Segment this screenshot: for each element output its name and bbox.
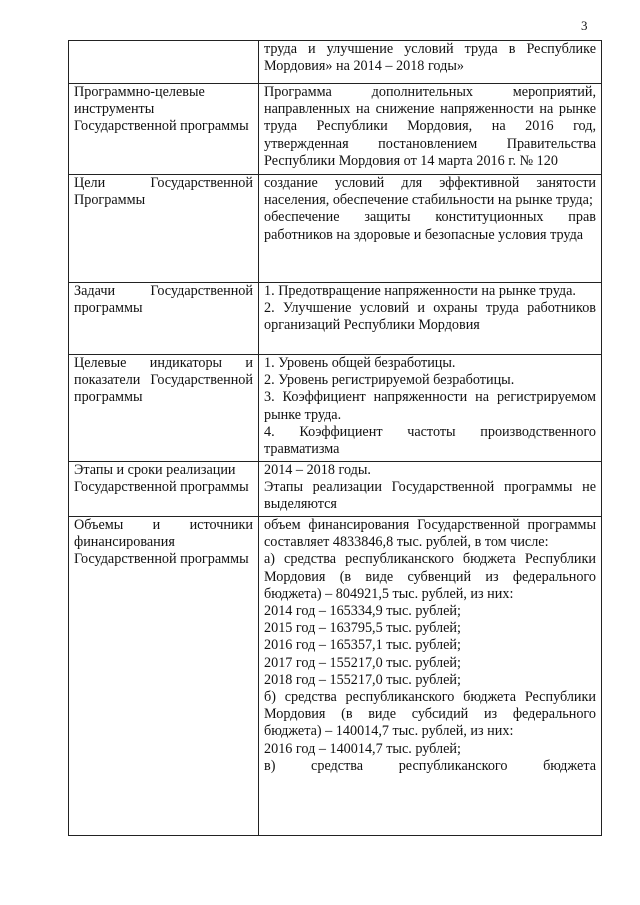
row-value-cell bbox=[259, 283, 602, 355]
cell-paragraph: 1. Уровень общей безработицы. bbox=[264, 355, 456, 371]
table-row bbox=[69, 355, 602, 462]
table-row bbox=[69, 283, 602, 355]
cell-paragraph: 2015 год – 163795,5 тыс. рублей; bbox=[264, 620, 461, 637]
cell-paragraph: 2. Улучшение условий и охраны труда работников организаций Республики Мордовия bbox=[264, 300, 596, 334]
row-value-cell bbox=[259, 355, 602, 462]
cell-paragraph: 4. Коэффициент частоты производственного травматизма bbox=[264, 423, 596, 458]
cell-paragraph: объем финансирования Государственной программы составляет 4833846,8 тыс. рублей, в том числе: bbox=[264, 517, 596, 551]
cell-paragraph: 2016 год – 165357,1 тыс. рублей; bbox=[264, 637, 461, 654]
row-label-cell bbox=[69, 462, 259, 517]
cell-paragraph: а) средства республиканского бюджета Республики Мордовия (в виде субвенций из федерального бюджета) – 804921,5 тыс. рублей, из них: bbox=[264, 551, 596, 602]
cell-paragraph: 2014 – 2018 годы. bbox=[264, 462, 371, 478]
row-value-cell bbox=[259, 84, 602, 175]
cell-paragraph: 2018 год – 155217,0 тыс. рублей; bbox=[264, 671, 461, 688]
table-row bbox=[69, 517, 602, 836]
row-value-cell bbox=[259, 175, 602, 283]
program-passport-table bbox=[68, 40, 602, 836]
cell-paragraph: создание условий для эффективной занятости населения, обеспечение стабильности на рынке труда; bbox=[264, 175, 596, 209]
cell-paragraph: Этапы реализации Государственной программы не выделяются bbox=[264, 479, 596, 513]
table-row bbox=[69, 462, 602, 517]
cell-paragraph: б) средства республиканского бюджета Республики Мордовия (в виде субсидий из федерального бюджета) – 140014,7 тыс. рублей, из них: bbox=[264, 689, 596, 740]
cell-paragraph: 3. Коэффициент напряженности на регистрируемом рынке труда. bbox=[264, 389, 596, 423]
table-row bbox=[69, 84, 602, 175]
row-label: Задачи Государственной программы bbox=[74, 283, 253, 317]
cell-paragraph: труда и улучшение условий труда в Республике Мордовия» на 2014 – 2018 годы» bbox=[264, 41, 596, 75]
row-label: Целевые индикаторы и показатели Государственной программы bbox=[74, 355, 253, 406]
row-label-cell bbox=[69, 355, 259, 462]
row-label-cell bbox=[69, 517, 259, 836]
row-value-cell bbox=[259, 462, 602, 517]
cell-paragraph: 2014 год – 165334,9 тыс. рублей; bbox=[264, 603, 461, 620]
cell-paragraph: обеспечение защиты конституционных прав работников на здоровые и безопасные условия труда bbox=[264, 209, 596, 243]
cell-paragraph: 2. Уровень регистрируемой безработицы. bbox=[264, 372, 515, 389]
table-row bbox=[69, 41, 602, 84]
row-label: Программно-целевые инструменты Государственной программы bbox=[74, 84, 249, 135]
cell-paragraph: 2016 год – 140014,7 тыс. рублей; bbox=[264, 740, 461, 757]
page-number: 3 bbox=[581, 18, 588, 33]
cell-paragraph: в) средства республиканского бюджета bbox=[264, 757, 596, 774]
row-label: Объемы и источники финансирования Государственной программы bbox=[74, 517, 253, 568]
cell-paragraph: 1. Предотвращение напряженности на рынке труда. bbox=[264, 283, 576, 299]
row-label-cell bbox=[69, 283, 259, 355]
cell-paragraph: 2017 год – 155217,0 тыс. рублей; bbox=[264, 654, 461, 671]
row-label-cell bbox=[69, 175, 259, 283]
row-label-cell bbox=[69, 84, 259, 175]
cell-paragraph: Программа дополнительных мероприятий, направленных на снижение напряженности на рынке труда Республики Мордовия, на 2016 год, утвержденная постановлением Правительства Республики Мордовия от 14 марта 2016 г. № 120 bbox=[264, 84, 596, 169]
row-label: Этапы и сроки реализации Государственной программы bbox=[74, 462, 249, 496]
row-label: Цели Государственной Программы bbox=[74, 175, 253, 209]
row-label-cell bbox=[69, 41, 259, 84]
row-value-cell bbox=[259, 41, 602, 84]
table-row bbox=[69, 175, 602, 283]
row-value-cell bbox=[259, 517, 602, 836]
